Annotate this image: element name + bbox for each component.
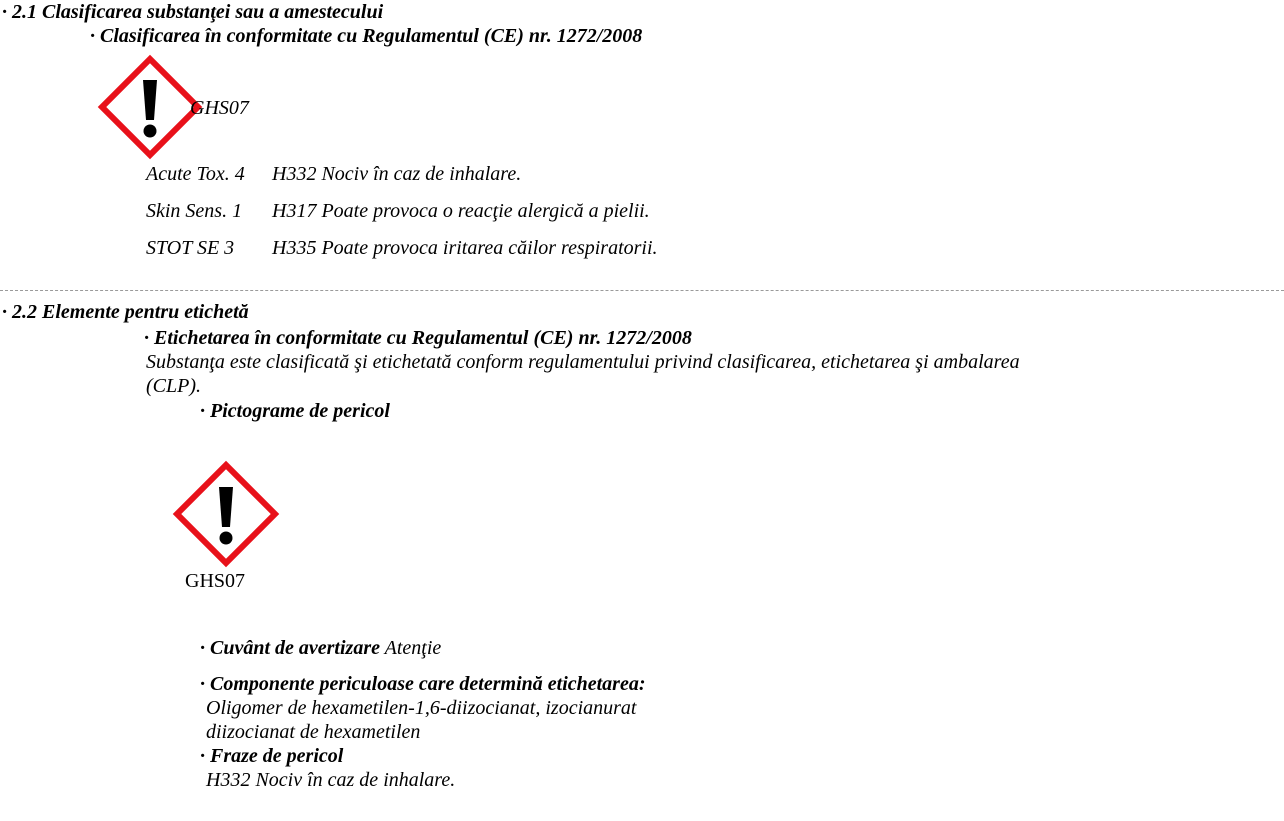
- ghs07-exclamation-icon: [99, 56, 201, 158]
- section-2-1-title: · 2.1 Clasificarea substanţei sau a amestecului: [2, 1, 384, 23]
- classification-category: STOT SE 3: [146, 237, 235, 259]
- hazard-statements-label: · Fraze de pericol: [200, 745, 344, 767]
- section-2-2-subtitle: · Etichetarea în conformitate cu Regulamentul (CE) nr. 1272/2008: [144, 327, 692, 349]
- hazardous-component: diizocianat de hexametilen: [206, 721, 421, 743]
- classification-category: Skin Sens. 1: [146, 200, 243, 222]
- ghs07-caption: GHS07: [185, 570, 246, 592]
- clp-description-line2: (CLP).: [146, 375, 201, 397]
- section-separator: [0, 290, 1284, 291]
- section-2-1-subtitle: · Clasificarea în conformitate cu Regulamentul (CE) nr. 1272/2008: [90, 25, 643, 47]
- signal-word-row: [200, 636, 441, 660]
- classification-statement: H335 Poate provoca iritarea căilor respiratorii.: [272, 237, 658, 259]
- ghs07-exclamation-icon: [174, 462, 278, 566]
- pictograms-heading: · Pictograme de pericol: [200, 400, 390, 422]
- classification-statement: H317 Poate provoca o reacţie alergică a pielii.: [272, 200, 650, 222]
- ghs07-label: GHS07: [190, 97, 249, 119]
- signal-word-label: · Cuvânt de avertizare: [200, 637, 380, 659]
- classification-statement: H332 Nociv în caz de inhalare.: [272, 163, 522, 185]
- clp-description-line1: Substanţa este clasificată şi etichetată conform regulamentului privind clasificarea, etichetarea şi ambalarea: [146, 351, 1020, 373]
- signal-word-value: Atenţie: [384, 637, 442, 659]
- hazardous-component: Oligomer de hexametilen-1,6-diizocianat, izocianurat: [206, 697, 637, 719]
- hazardous-components-label: · Componente periculoase care determină etichetarea:: [200, 673, 646, 695]
- section-2-2-title: · 2.2 Elemente pentru etichetă: [2, 301, 249, 323]
- classification-category: Acute Tox. 4: [146, 163, 245, 185]
- hazard-statement: H332 Nociv în caz de inhalare.: [206, 769, 456, 791]
